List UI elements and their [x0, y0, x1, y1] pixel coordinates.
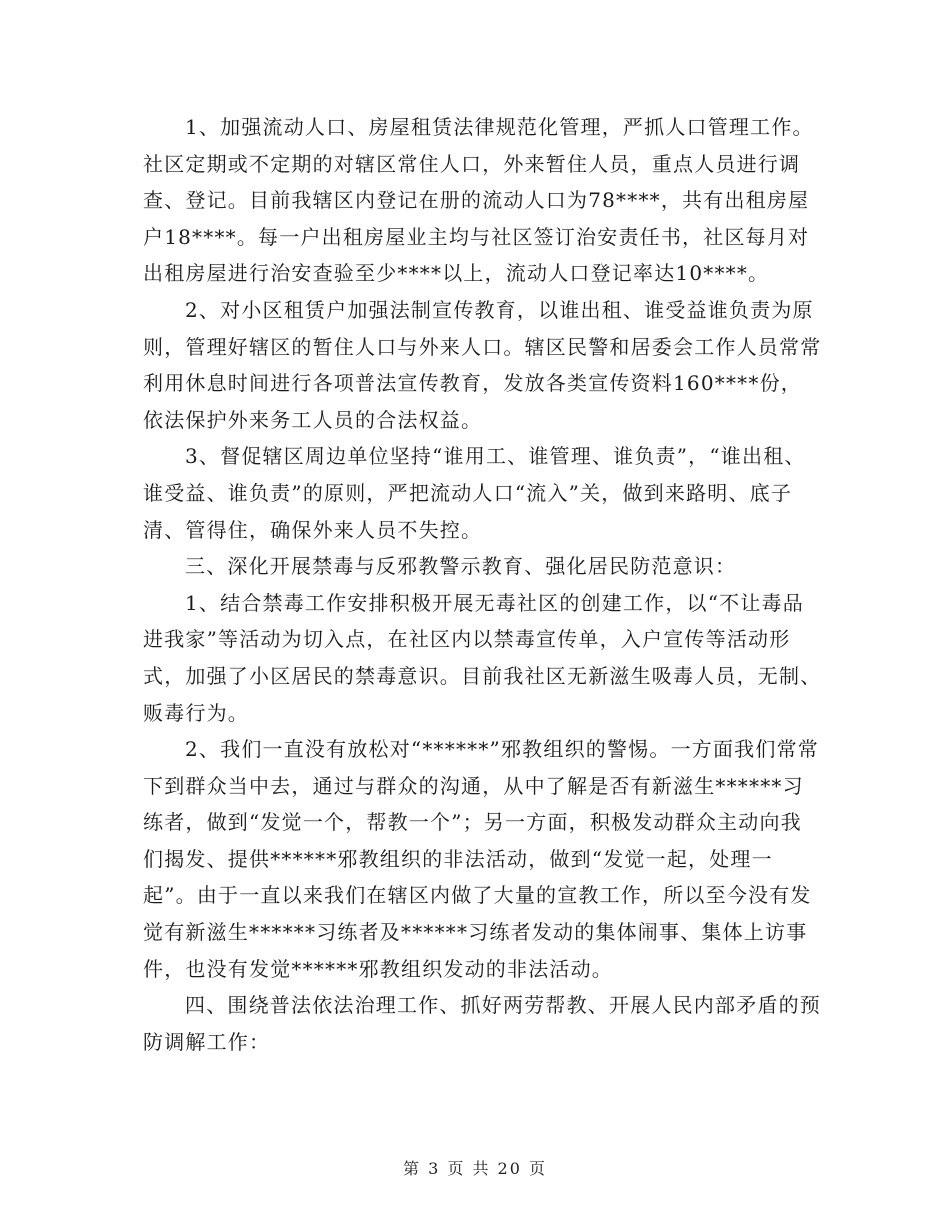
page-number-footer: 第 3 页 共 20 页	[403, 1159, 547, 1178]
section-heading-drug-cult: 三、深化开展禁毒与反邪教警示教育、强化居民防范意识：	[185, 554, 737, 579]
section-heading-legal-governance: 四、围绕普法依法治理工作、抓好两劳帮教、开展人民内部矛盾的预防调解工作：	[143, 993, 821, 1054]
paragraph-rental-education: 2、对小区租赁户加强法制宣传教育，以谁出租、谁受益谁负责为原则，管理好辖区的暂住人口与外来人口。辖区民警和居委会工作人员常常利用休息时间进行各项普法宣传教育，发放各类宣传资料160****份，依法保护外来务工人员的合法权益。	[143, 297, 822, 432]
paragraph-unit-supervision: 3、督促辖区周边单位坚持“谁用工、谁管理、谁负责”，“谁出租、谁受益、谁负责”的原则，严把流动人口“流入”关，做到来路明、底子清、管得住，确保外来人员不失控。	[143, 444, 806, 542]
paragraph-floating-population: 1、加强流动人口、房屋租赁法律规范化管理，严抓人口管理工作。社区定期或不定期的对辖区常住人口，外来暂住人员，重点人员进行调查、登记。目前我辖区内登记在册的流动人口为78****，共有出租房屋户18****。每一户出租房屋业主均与社区签订治安责任书，社区每月对出租房屋进行治安查验至少****以上，流动人口登记率达10****。	[143, 115, 814, 286]
paragraph-anti-cult: 2、我们一直没有放松对“******”邪教组织的警惕。一方面我们常常下到群众当中去，通过与群众的沟通，从中了解是否有新滋生******习练者，做到“发觉一个，帮教一个”；另一方面，积极发动群众主动向我们揭发、提供******邪教组织的非法活动，做到“发觉一起，处理一起”。由于一直以来我们在辖区内做了大量的宣教工作，所以至今没有发觉有新滋生******习练者及******习练者发动的集体闹事、集体上访事件，也没有发觉******邪教组织发动的非法活动。	[143, 737, 819, 981]
document-body	[143, 109, 823, 1060]
paragraph-drug-free: 1、结合禁毒工作安排积极开展无毒社区的创建工作，以“不让毒品进我家”等活动为切入点，在社区内以禁毒宣传单，入户宣传等活动形式，加强了小区居民的禁毒意识。目前我社区无新滋生吸毒人员，无制、贩毒行为。	[143, 590, 822, 725]
